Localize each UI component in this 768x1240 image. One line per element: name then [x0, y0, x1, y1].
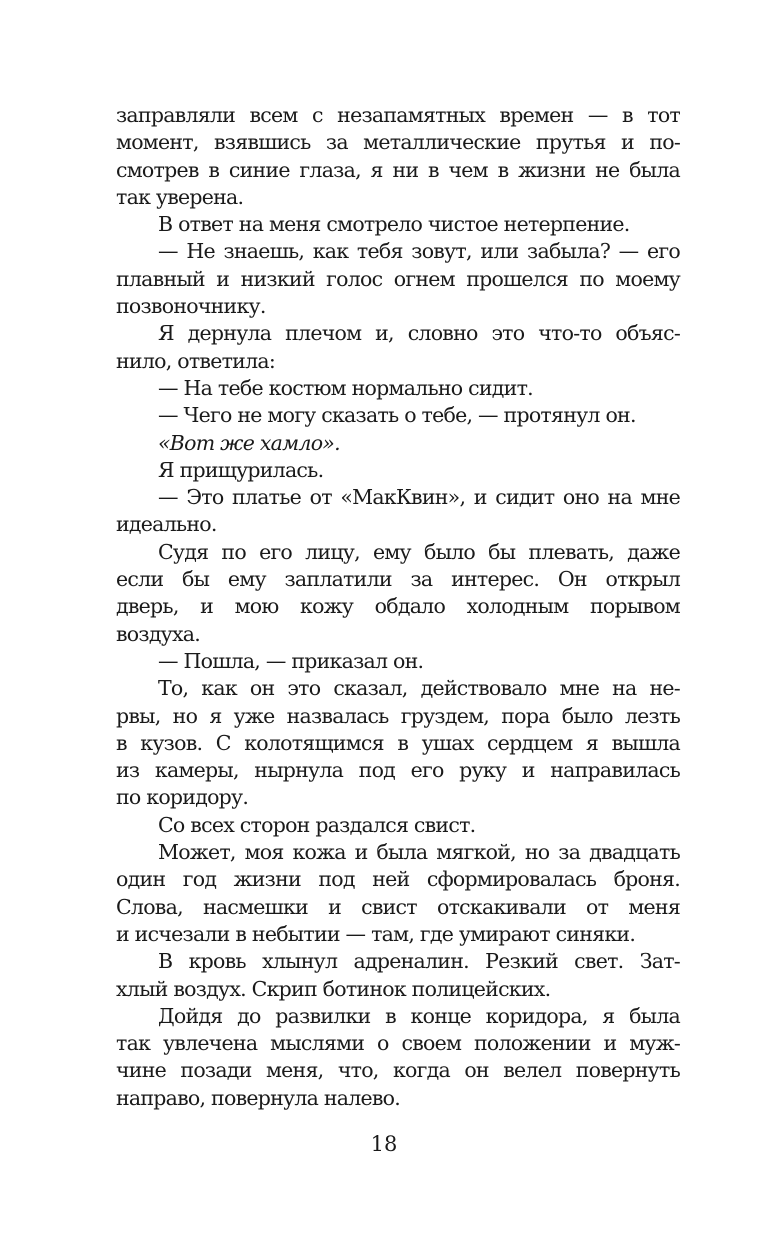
text-line: Я дернула плечом и, словно это что-то объяс- — [158, 321, 680, 346]
text-line: плавный и низкий голос огнем прошелся по моему — [116, 266, 680, 291]
page-number: 18 — [370, 1132, 398, 1156]
text-line: — Это платье от «МакКвин», и сидит оно на мне — [158, 485, 680, 510]
text-line: Может, моя кожа и была мягкой, но за двадцать — [158, 840, 680, 865]
text-line: и исчезали в небытии — там, где умирают синяки. — [116, 921, 636, 946]
text-line: воздуха. — [116, 621, 201, 646]
text-line: направо, повернула налево. — [116, 1085, 401, 1110]
text-line: — Пошла, — приказал он. — [158, 648, 424, 673]
text-line: смотрев в синие глаза, я ни в чем в жизни не была — [116, 157, 680, 182]
text-line: То, как он это сказал, действовало мне на не- — [158, 676, 680, 701]
text-line: позвоночнику. — [116, 294, 266, 319]
text-line: Дойдя до развилки в конце коридора, я была — [158, 1003, 680, 1028]
text-line: «Вот же хамло». — [158, 430, 340, 455]
text-line: Со всех сторон раздался свист. — [158, 812, 476, 837]
text-line: дверь, и мою кожу обдало холодным порывом — [116, 594, 680, 619]
text-line: хлый воздух. Скрип ботинок полицейских. — [116, 976, 551, 1001]
text-line: по коридору. — [116, 785, 249, 810]
text-line: Судя по его лицу, ему было бы плевать, даже — [158, 539, 680, 564]
text-line: — Не знаешь, как тебя зовут, или забыла? — его — [158, 239, 680, 264]
text-line: момент, взявшись за металлические прутья и по- — [116, 130, 680, 155]
text-line: В кровь хлынул адреналин. Резкий свет. Зат- — [158, 949, 680, 974]
text-line: — На тебе костюм нормально сидит. — [158, 375, 533, 400]
text-line: так увлечена мыслями о своем положении и муж- — [116, 1031, 680, 1056]
text-line: нило, ответила: — [116, 348, 275, 373]
text-line: заправляли всем с незапамятных времен — в тот — [116, 103, 680, 127]
text-line: Слова, насмешки и свист отскакивали от меня — [116, 894, 680, 919]
book-page-text — [116, 102, 680, 1112]
text-line: В ответ на меня смотрело чистое нетерпение. — [158, 212, 630, 237]
text-line: чине позади меня, что, когда он велел повернуть — [116, 1058, 680, 1083]
text-line: — Чего не могу сказать о тебе, — протянул он. — [158, 403, 636, 428]
text-line: из камеры, нырнула под его руку и направилась — [116, 758, 680, 783]
text-line: Я прищурилась. — [158, 457, 324, 482]
text-line: один год жизни под ней сформировалась броня. — [116, 867, 680, 892]
text-line: если бы ему заплатили за интерес. Он открыл — [116, 567, 680, 592]
text-line: идеально. — [116, 512, 217, 537]
text-line: в кузов. С колотящимся в ушах сердцем я вышла — [116, 730, 680, 755]
text-line: рвы, но я уже назвалась груздем, пора было лезть — [116, 703, 680, 728]
text-line: так уверена. — [116, 184, 244, 209]
